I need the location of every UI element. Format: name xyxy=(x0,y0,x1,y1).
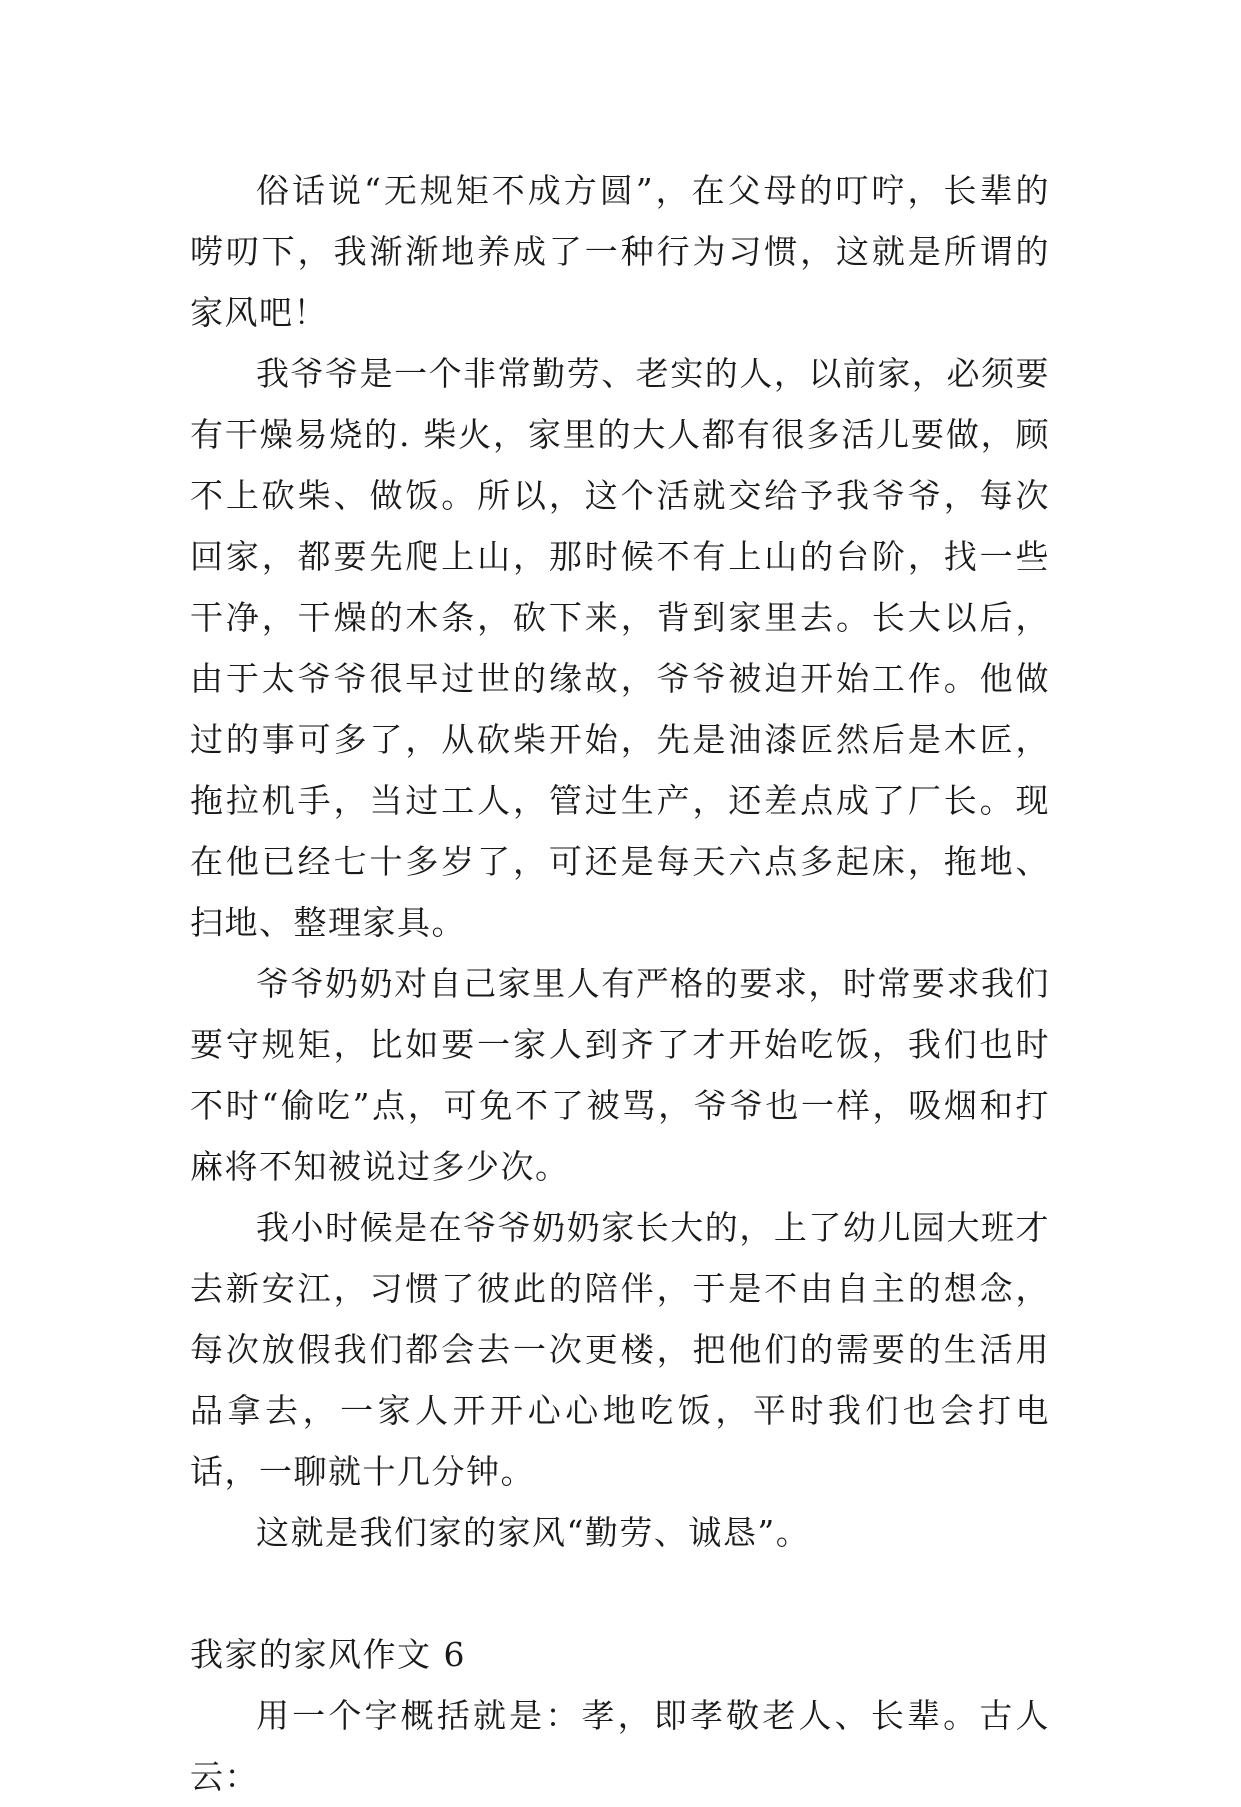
paragraph-childhood: 我小时候是在爷爷奶奶家长大的，上了幼儿园大班才去新安江，习惯了彼此的陪伴，于是不由自主的想念，每次放假我们都会去一次更楼，把他们的需要的生活用品拿去，一家人开开心心地吃饭，平时我们也会打电话，一聊就十几分钟。 xyxy=(190,1208,1050,1491)
paragraph-family-motto: 这就是我们家的家风“勤劳、诚恳”。 xyxy=(256,1513,811,1552)
paragraph-grandpa-work: 我爷爷是一个非常勤劳、老实的人，以前家，必须要有干燥易烧的. 柴火，家里的大人都有很多活儿要做，顾不上砍柴、做饭。所以，这个活就交给予我爷爷，每次回家，都要先爬上山，那时候不有上山的台阶，找一些干净，干燥的木条，砍下来，背到家里去。长大以后，由于太爷爷很早过世的缘故，爷爷被迫开始工作。他做过的事可多了，从砍柴开始，先是油漆匠然后是木匠，拖拉机手，当过工人，管过生产，还差点成了厂长。现在他已经七十多岁了，可还是每天六点多起床，拖地、扫地、整理家具。 xyxy=(190,354,1050,942)
paragraph-family-rules: 爷爷奶奶对自己家里人有严格的要求，时常要求我们要守规矩，比如要一家人到齐了才开始吃饭，我们也时不时“偷吃”点，可免不了被骂，爷爷也一样，吸烟和打麻将不知被说过多少次。 xyxy=(190,964,1050,1186)
paragraph-section-start: 用一个字概括就是：孝，即孝敬老人、长辈。古人云： xyxy=(190,1696,1050,1796)
section-heading: 我家的家风作文 6 xyxy=(190,1635,466,1674)
essay-body xyxy=(190,160,1050,1807)
paragraph-intro: 俗话说“无规矩不成方圆”，在父母的叮咛，长辈的唠叨下，我渐渐地养成了一种行为习惯，这就是所谓的家风吧！ xyxy=(190,171,1050,332)
